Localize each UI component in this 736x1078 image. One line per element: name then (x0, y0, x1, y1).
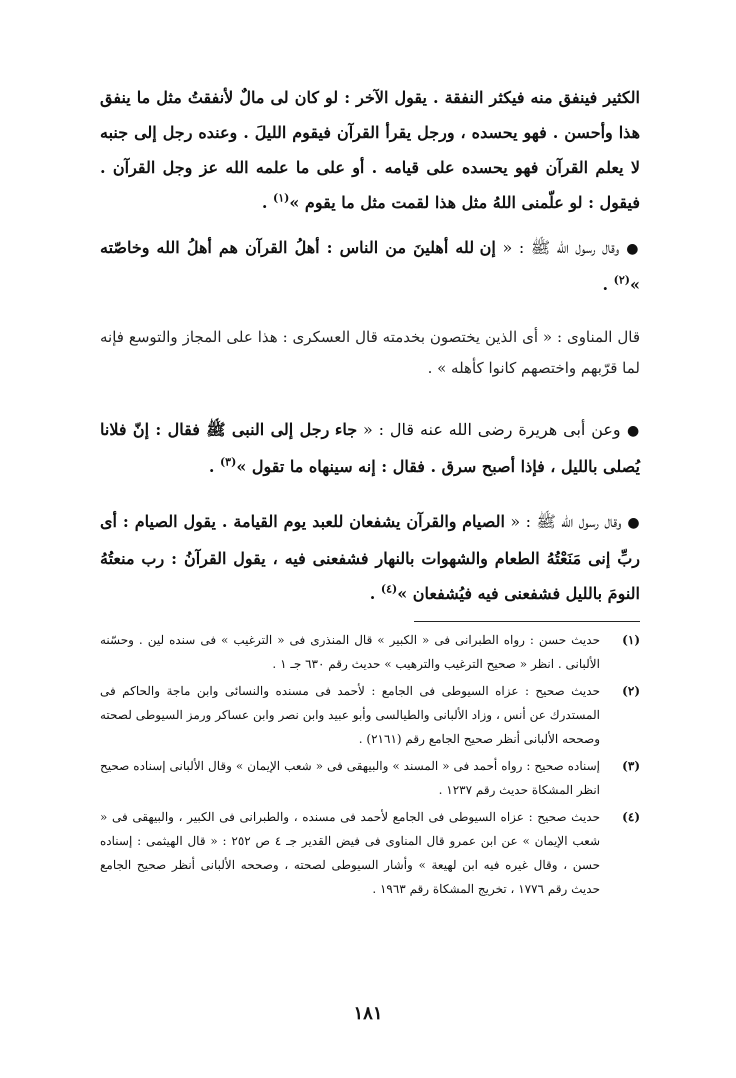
bullet-marker: ● (627, 515, 640, 531)
paragraph-2-intro: وقال رسول الله ﷺ : « (495, 238, 620, 257)
footnote-number: (٢) (622, 684, 640, 698)
paragraph-2-hadith: إن لله أهلينَ من الناس : أهلُ القرآن هم أهلُ الله وخاصّته » (100, 238, 640, 294)
bullet-marker: ● (627, 423, 641, 439)
paragraph-4 (100, 412, 640, 484)
paragraph-2 (100, 230, 640, 302)
footnote-2 (100, 679, 640, 751)
paragraph-5-end: . (369, 584, 381, 603)
paragraph-1-end: . (261, 193, 273, 212)
paragraph-5-intro: وقال رسول الله ﷺ : « (504, 512, 622, 531)
paragraph-1 (100, 80, 640, 220)
footnote-separator (414, 621, 640, 622)
footnote-text: حديث صحيح : عزاه السيوطى فى الجامع لأحمد فى مسنده ، والطبرانى فى الكبير ، والبيهقى فى « شعب الإيمان » عن ابن عمرو قال المناوى فى فيض القدير جـ ٤ ص ٢٥٢ : « قال الهيثمى : إسناده حسن ، وقال غيره فيه ابن لهيعة » وأشار السيوطى لصحته ، وصححه الألبانى أنظر صحيح الجامع حديث رقم ١٧٧٦ ، تخريج المشكاة رقم ١٩٦٣ . (100, 810, 601, 896)
page-number: ١٨١ (353, 1003, 383, 1024)
paragraph-5-hadith: الصيام والقرآن يشفعان للعبد يوم القيامة . يقول الصيام : أى ربِّ إنى مَنَعْتُهُ الطعام والشهوات بالنهار فشفعنى فيه ، يقول القرآنُ : رب منعتُهُ النومَ بالليل فشفعنى فيه فيُشفعان » (100, 512, 640, 603)
bullet-marker: ● (626, 241, 641, 257)
footnote-ref-4: (٤) (380, 582, 398, 596)
paragraph-4-intro: وعن أبى هريرة رضى الله عنه قال : « (357, 420, 621, 439)
footnote-number: (٣) (622, 759, 640, 773)
footnote-1 (100, 628, 640, 676)
footnote-number: (١) (622, 633, 640, 647)
footnote-ref-3: (٣) (219, 455, 237, 469)
footnote-text: حديث حسن : رواه الطبرانى فى « الكبير » قال المنذرى فى « الترغيب » فى سنده لين . وحسّنه الألبانى . انظر « صحيح الترغيب والترهيب » حديث رقم ٦٣٠ جـ ١ . (100, 633, 600, 671)
paragraph-1-text: الكثير فينفق منه فيكثر النفقة . يقول الآخر : لو كان لى مالٌ لأنفقتُ مثل ما ينفق هذا وأحسن . فهو يحسده ، ورجل يقرأ القرآن فيقوم الليلَ . وعنده رجل إلى جنبه لا يعلم القرآن فهو يحسده على قيامه . أو على ما علمه الله عز وجل القرآن . فيقول : لو علّمنى اللهُ مثل هذا لقمت مثل ما يقوم » (100, 88, 640, 212)
paragraph-4-end: . (208, 457, 220, 476)
paragraph-2-end: . (602, 275, 614, 294)
paragraph-5 (100, 504, 640, 611)
footnote-text: إسناده صحيح : رواه أحمد فى « المسند » والبيهقى فى « شعب الإيمان » وقال الألبانى إسناده صحيح انظر المشكاة حديث رقم ١٢٣٧ . (100, 759, 600, 797)
footnote-text: حديث صحيح : عزاه السيوطى فى الجامع : لأحمد فى مسنده والنسائى وابن ماجة والحاكم فى المستدرك عن أنس ، وزاد الألبانى والطيالسى وأبو عبيد وابن نصر وابن عساكر ورمز السيوطى لصحته وصححه الألبانى أنظر صحيح الجامع رقم (٢١٦١) . (100, 684, 600, 746)
paragraph-4-hadith: جاء رجل إلى النبى ﷺ فقال : إنّ فلانا يُصلى بالليل ، فإذا أصبح سرق . فقال : إنه سينهاه ما تقول » (100, 420, 640, 476)
main-text (100, 80, 640, 611)
footnote-3 (100, 754, 640, 802)
footnote-ref-1: (١) (273, 191, 290, 205)
footnotes-section (100, 628, 640, 904)
footnote-ref-2: (٢) (613, 273, 630, 287)
footnote-4 (100, 805, 640, 901)
footnote-number: (٤) (622, 810, 640, 824)
paragraph-3-commentary: قال المناوى : « أى الذين يختصون بخدمته قال العسكرى : هذا على المجاز والتوسع فإنه لما قرّبهم واختصهم كانوا كأهله » . (100, 328, 640, 377)
